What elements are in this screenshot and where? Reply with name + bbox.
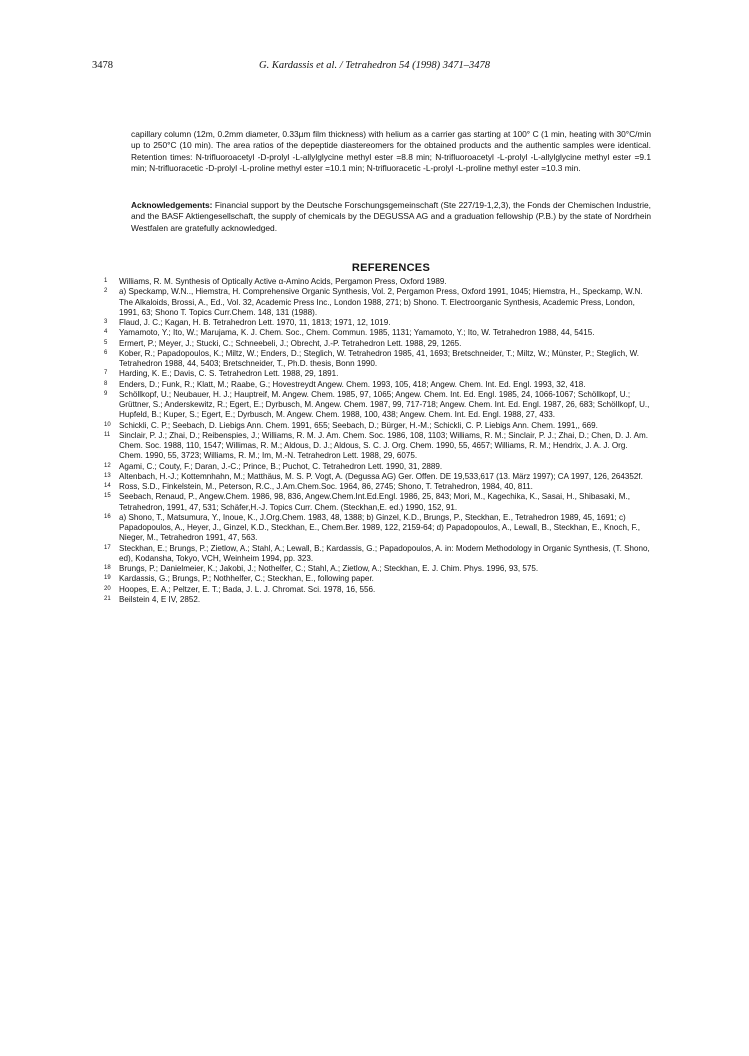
reference-number: 12 xyxy=(104,462,111,469)
acknowledgements-paragraph xyxy=(131,200,651,234)
reference-item xyxy=(104,462,651,472)
reference-text: Williams, R. M. Synthesis of Optically Active α-Amino Acids, Pergamon Press, Oxford 1989. xyxy=(119,277,447,286)
acknowledgements-label: Acknowledgements: xyxy=(131,200,213,210)
reference-item xyxy=(104,328,651,338)
reference-text: Schöllkopf, U.; Neubauer, H. J.; Hauptreif, M. Angew. Chem. 1985, 97, 1065; Angew. Chem. Int. Ed. Engl. 1985, 24, 1066-1067; Schöllkopf, U.; Grüttner, S.; Anderskewitz, R.; Egert, E.; Dyrbusch, M. Angew. Chem. 1987, 99, 717-718; Angew. Chem. Int. Ed. Engl. 1987, 26, 683; Schöllkopf, U., Hupfeld, B.; Kuper, S.; Egert, E.; Dyrbusch, M. Angew. Chem. 1988, 100, 438; Angew. Chem. Int. Ed. Engl. 1988, 27, 433. xyxy=(119,389,650,420)
reference-item xyxy=(104,390,651,421)
reference-number: 11 xyxy=(104,431,111,438)
reference-text: Harding, K. E.; Davis, C. S. Tetrahedron Lett. 1988, 29, 1891. xyxy=(119,369,339,379)
reference-number: 4 xyxy=(104,329,108,336)
running-title: G. Kardassis et al. / Tetrahedron 54 (1998) 3471–3478 xyxy=(258,60,490,71)
reference-item xyxy=(104,513,651,544)
reference-item xyxy=(104,318,651,328)
reference-item xyxy=(104,492,651,513)
references-heading: REFERENCES xyxy=(351,262,431,274)
reference-item xyxy=(104,349,651,370)
reference-item xyxy=(104,421,651,431)
reference-item xyxy=(104,544,651,565)
reference-number: 14 xyxy=(104,483,111,489)
reference-text: Kardassis, G.; Brungs, P.; Nothhelfer, C.; Steckhan, E., following paper. xyxy=(119,574,374,584)
reference-text: Schickli, C. P.; Seebach, D. Liebigs Ann. Chem. 1991, 655; Seebach, D.; Bürger, H.-M.; Schickli, C. P. Liebigs Ann. Chem. 1991,, 669. xyxy=(119,420,598,430)
reference-item xyxy=(104,574,651,584)
reference-text: Enders, D.; Funk, R.; Klatt, M.; Raabe, G.; Hovestreydt Angew. Chem. 1993, 105, 418; Angew. Chem. Int. Ed. Engl. 1993, 32, 418. xyxy=(119,379,586,389)
reference-number: 18 xyxy=(104,565,111,571)
reference-text: Ross, S.D., Finkelstein, M., Peterson, R.C., J.Am.Chem.Soc. 1964, 86, 2745; Shono, T. Tetrahedron, 1984, 40, 811. xyxy=(119,482,533,491)
acknowledgements-text: Financial support by the Deutsche Forschungsgemeinschaft (Ste 227/19-1,2,3), the Fonds der Chemischen Industrie, and the BASF Aktiengesellschaft, the supply of chemicals by the DEGUSSA AG and a graduation fellowship (P.B.) by the state of Nordrhein Westfalen are gratefully acknowledged. xyxy=(131,200,651,233)
reference-item xyxy=(104,287,651,318)
reference-text: Seebach, Renaud, P., Angew.Chem. 1986, 98, 836, Angew.Chem.Int.Ed.Engl. 1986, 25, 843; Mori, M., Kagechika, K., Sasai, H., Shibasaki, M., Tetrahedron, 1991, 47, 531; Schäfer,H.-J. Topics Curr. Chem. (Steckhan,E. ed.) 1990, 152, 91. xyxy=(119,492,630,512)
reference-text: Sinclair, P. J.; Zhai, D.; Reibenspies, J.; Williams, R. M. J. Am. Chem. Soc. 1986, 108, 1103; Williams, R. M.; Sinclair, P. J.; Zhai, D.; Chen, D. J. Am. Chem. Soc. 1988, 110, 1547; Willimas, R. M.; Aldous, D. J.; Aldous, S. C. J. Org. Chem. 1990, 55, 4657; Williams, R. M.; Hendrix, J. A. J. Org. Chem. 1990, 55, 3723; Williams, R. M.; Im, M.-N. Tetrahedron Lett. 1988, 29, 6075. xyxy=(119,430,648,461)
experimental-paragraph: capillary column (12m, 0.2mm diameter, 0.33µm film thickness) with helium as a carrier gas starting at 100° C (1 min, heating with 30°C/min up to 250°C (10 min). The area ratios of the depeptide diastereomers for the obtained products and the authentic samples were identical. Retention times: N-trifluoroacetyl -D-prolyl -L-allylglycine methyl ester =8.8 min; N-trifluoroacetyl -L-prolyl -L-allylglycine methyl ester =9.1 min; N-trifluoracetic -D-prolyl -L-proline methyl ester =10.1 min; N-trifluoracetic -L-prolyl -L-proline methyl ester =10.3 min. xyxy=(131,129,651,174)
page-number: 3478 xyxy=(92,60,113,71)
reference-number: 7 xyxy=(104,370,108,377)
reference-item xyxy=(104,564,651,574)
reference-list xyxy=(104,277,651,605)
reference-text: Brungs, P.; Danielmeier, K.; Jakobi, J.; Nothelfer, C.; Stahl, A.; Zietlow, A.; Steckhan, E. J. Chim. Phys. 1996, 93, 575. xyxy=(119,564,539,573)
reference-text: Agami, C.; Couty, F.; Daran, J.-C.; Prince, B.; Puchot, C. Tetrahedron Lett. 1990, 31, 2889. xyxy=(119,461,443,471)
reference-number: 17 xyxy=(104,544,111,551)
reference-text: a) Speckamp, W.N.., Hiemstra, H. Comprehensive Organic Synthesis, Vol. 2, Pergamon Press, Oxford 1991, 1045; Hiemstra, H., Speckamp, W.N. The Alkaloids, Brossi, A., Ed., Vol. 32, Academic Press Inc., London 1988, 271; b) Shono. T. Electroorganic Synthesis, Academic Press, London, 1991, 63; Shono T. Topics Curr.Chem. 148, 131 (1988). xyxy=(119,287,643,317)
reference-item xyxy=(104,380,651,390)
reference-item xyxy=(104,369,651,379)
reference-number: 16 xyxy=(104,513,111,520)
reference-number: 20 xyxy=(104,585,111,592)
reference-text: Steckhan, E.; Brungs, P.; Zietlow, A.; Stahl, A.; Lewall, B.; Kardassis, G.; Papadopoulos, A. in: Modern Methodology in Organic Synthesis, (T. Shono, ed), Kodansha, Tokyo, VCH, Weinheim 1994, pp. 323. xyxy=(119,543,650,563)
reference-number: 2 xyxy=(104,288,108,295)
reference-item xyxy=(104,585,651,595)
reference-text: Yamamoto, Y.; Ito, W.; Marujama, K. J. Chem. Soc., Chem. Commun. 1985, 1131; Yamamoto, Y.; Ito, W. Tetrahedron 1988, 44, 5415. xyxy=(119,328,595,338)
reference-item xyxy=(104,277,651,287)
reference-item xyxy=(104,482,651,492)
reference-number: 6 xyxy=(104,349,108,356)
reference-item xyxy=(104,431,651,462)
reference-number: 9 xyxy=(104,390,108,397)
reference-text: Hoopes, E. A.; Peltzer, E. T.; Bada, J. L. J. Chromat. Sci. 1978, 16, 556. xyxy=(119,584,376,594)
reference-text: Beilstein 4, E IV, 2852. xyxy=(119,594,201,604)
reference-number: 19 xyxy=(104,575,111,582)
reference-number: 10 xyxy=(104,421,111,428)
reference-item xyxy=(104,339,651,349)
reference-text: Altenbach, H.-J.; Kottemnhahn, M.; Matthäus, M. S. P. Vogt, A. (Degussa AG) Ger. Offen. DE 19,533,617 (13. März 1997); CA 1997, 126, 264352f. xyxy=(119,471,643,481)
reference-number: 21 xyxy=(104,595,111,602)
reference-text: a) Shono, T., Matsumura, Y., Inoue, K., J.Org.Chem. 1983, 48, 1388; b) Ginzel, K.D., Brungs, P., Steckhan, E., Tetrahedron 1989, 45, 1691; c) Papadopoulos, A., Heyer, J., Ginzel, K.D., Steckhan, E., Chem.Ber. 1989, 122, 2159-64; d) Papadopoulos, A., Lewall, B., Steckhan, E., Knoch, F., Nieger, M., Tetrahedron 1991, 47, 563. xyxy=(119,512,641,543)
reference-number: 8 xyxy=(104,380,108,387)
reference-item xyxy=(104,595,651,605)
reference-number: 1 xyxy=(104,278,108,284)
reference-number: 3 xyxy=(104,319,108,325)
reference-text: Kober, R.; Papadopoulos, K.; Miltz, W.; Enders, D.; Steglich, W. Tetrahedron 1985, 41, 1693; Bretschneider, T.; Miltz, W.; Münster, P.; Steglich, W. Tetrahedron 1988, 44, 5403; Bretschneider, T., Ph.D. thesis, Bonn 1990. xyxy=(119,348,640,368)
reference-item xyxy=(104,472,651,482)
reference-number: 13 xyxy=(104,472,111,479)
page-header xyxy=(92,60,657,76)
reference-text: Ermert, P.; Meyer, J.; Stucki, C.; Schneebeli, J.; Obrecht, J.-P. Tetrahedron Lett. 1988, 29, 1265. xyxy=(119,338,462,348)
reference-text: Flaud, J. C.; Kagan, H. B. Tetrahedron Lett. 1970, 11, 1813; 1971, 12, 1019. xyxy=(119,318,391,327)
reference-number: 5 xyxy=(104,339,108,346)
reference-number: 15 xyxy=(104,493,111,500)
